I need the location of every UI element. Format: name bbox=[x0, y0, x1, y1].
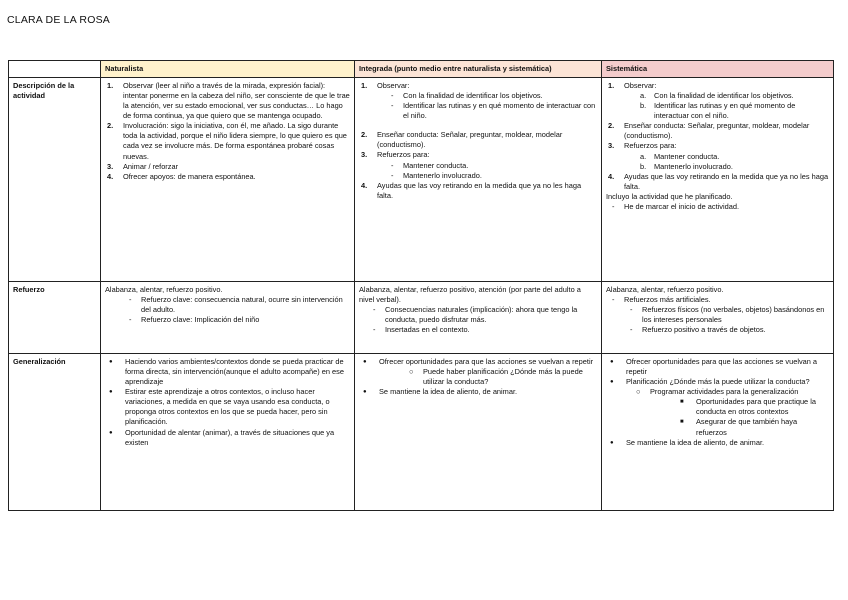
refuerzo-intro: Alabanza, alentar, refuerzo positivo, atención (por parte del adulto a nivel verbal). bbox=[359, 285, 581, 305]
list-item: - Refuerzos físicos (no verbales, objetos) basándonos en los intereses personales bbox=[624, 305, 829, 325]
row-generalizacion bbox=[9, 354, 834, 511]
row-label-generalizacion: Generalización bbox=[9, 354, 101, 511]
list-item: 1. Observar (leer al niño a través de la mirada, expresión facial): intentar ponerme en la cabeza del niño, ser consciente de que le trae la atención, ver su estado emocional, ver sus conductas… Lo hago de forma continua, ya que quiero que se mantenga ocupado. bbox=[107, 81, 350, 121]
list-item: - Refuerzo positivo a través de objetos. bbox=[624, 325, 829, 335]
list-item: ● Se mantiene la idea de aliento, de animar. bbox=[606, 438, 829, 448]
list-item: 1. Observar: - Con la finalidad de identificar los objetivos. - Identificar las rutinas y en qué momento de interactuar con el niño. bbox=[359, 81, 597, 130]
row-descripcion bbox=[9, 78, 834, 282]
cell-refuerzo-sistematica bbox=[602, 282, 834, 354]
list-item: - Con la finalidad de identificar los objetivos. bbox=[385, 91, 597, 101]
list-item: 2. Involucración: sigo la iniciativa, con él, me añado. La sigo durante toda la actividad, porque el niño lidera siempre, lo que quiero es que cada vez se involucre más. De forma espontánea probaré cosas nuevas. bbox=[107, 121, 347, 161]
cell-refuerzo-integrada bbox=[355, 282, 602, 354]
list-item: 2. Enseñar conducta: Señalar, preguntar, moldear, modelar (conductismo). bbox=[608, 121, 810, 141]
list-item: ● Oportunidad de alentar (animar), a través de situaciones que ya existen bbox=[105, 428, 350, 448]
list-item: ● Se mantiene la idea de aliento, de animar. bbox=[359, 387, 597, 397]
cell-generalizacion-integrada bbox=[355, 354, 602, 511]
row-refuerzo bbox=[9, 282, 834, 354]
list-item: 1. Observar: a. Con la finalidad de identificar los objetivos. b. Identificar las rutinas y en qué momento de interactuar con el niño. bbox=[606, 81, 829, 121]
list-item: b. Mantenerlo involucrado. bbox=[640, 161, 733, 171]
list-item: - Refuerzos más artificiales. - Refuerzos físicos (no verbales, objetos) basándonos en los intereses personales - Refuerzo positivo a través de objetos. bbox=[606, 295, 829, 335]
list-item: a. Mantener conducta. bbox=[640, 151, 720, 161]
cell-generalizacion-naturalista bbox=[101, 354, 355, 511]
list-item: ○ Puede haber planificación ¿Dónde más la puede utilizar la conducta? bbox=[409, 367, 597, 387]
header-integrada: Integrada (punto medio entre naturalista y sistemática) bbox=[355, 61, 602, 78]
list-item: a. Con la finalidad de identificar los objetivos. bbox=[640, 91, 794, 101]
list-item: - Consecuencias naturales (implicación): ahora que tengo la conducta, puedo disfrutar más. bbox=[367, 305, 597, 325]
list-item: - Mantenerlo involucrado. bbox=[385, 171, 597, 181]
list-item: 4. Ayudas que las voy retirando en la medida que ya no les haga falta. bbox=[608, 171, 829, 191]
list-item: 3. Refuerzos para: - Mantener conducta. - Mantenerlo involucrado. bbox=[359, 150, 597, 180]
list-item: - Refuerzo clave: consecuencia natural, ocurre sin intervención del adulto. bbox=[123, 295, 350, 315]
cell-descripcion-integrada bbox=[355, 78, 602, 282]
list-item: 3. Animar / reforzar bbox=[107, 161, 179, 171]
refuerzo-intro: Alabanza, alentar, refuerzo positivo. bbox=[105, 285, 223, 295]
list-item: ● Estirar este aprendizaje a otros contextos, o incluso hacer variaciones, a medida en que se vaya usando esa conducta, o proponga otros contextos en los que se pueda hacer, pero sin planificación. bbox=[105, 387, 350, 427]
cell-refuerzo-naturalista bbox=[101, 282, 355, 354]
row-label-descripcion: Descripción de la actividad bbox=[9, 78, 101, 282]
list-item: - Insertadas en el contexto. bbox=[367, 325, 597, 335]
list-item: - Mantener conducta. bbox=[385, 161, 597, 171]
list-item: ● Ofrecer oportunidades para que las acciones se vuelvan a repetir bbox=[606, 357, 829, 377]
document-title: CLARA DE LA ROSA bbox=[7, 14, 110, 26]
list-item: ■ Asegurar de que también haya refuerzos bbox=[680, 417, 829, 437]
list-item: - Identificar las rutinas y en qué momento de interactuar con el niño. bbox=[385, 101, 597, 121]
list-item: - Refuerzo clave: Implicación del niño bbox=[123, 315, 350, 325]
list-item: ■ Oportunidades para que practique la conducta en otros contextos bbox=[680, 397, 829, 417]
cell-generalizacion-sistematica bbox=[602, 354, 834, 511]
list-item: 3. Refuerzos para: a. Mantener conducta. b. Mantenerlo involucrado. bbox=[606, 141, 829, 171]
list-item: ● Planificación ¿Dónde más la puede utilizar la conducta? ○ Programar actividades para la generalización ■ Oportunidades para que practique la conducta en otros contextos ■ Asegurar de que también haya refuerzos bbox=[606, 377, 829, 437]
header-naturalista: Naturalista bbox=[101, 61, 355, 78]
list-item: - He de marcar el inicio de actividad. bbox=[606, 202, 829, 212]
cell-descripcion-naturalista bbox=[101, 78, 355, 282]
header-empty bbox=[9, 61, 101, 78]
comparison-table bbox=[8, 60, 834, 511]
list-item: 4. Ofrecer apoyos: de manera espontánea. bbox=[107, 171, 256, 181]
row-label-refuerzo: Refuerzo bbox=[9, 282, 101, 354]
list-item: b. Identificar las rutinas y en qué momento de interactuar con el niño. bbox=[640, 101, 796, 121]
list-item: ● Ofrecer oportunidades para que las acciones se vuelvan a repetir ○ Puede haber planificación ¿Dónde más la puede utilizar la conducta? bbox=[359, 357, 597, 387]
cell-descripcion-sistematica bbox=[602, 78, 834, 282]
incluyo-text: Incluyo la actividad que he planificado. bbox=[606, 191, 733, 201]
list-item: ● Haciendo varios ambientes/contextos donde se pueda practicar de forma directa, sin intervención(aunque el adulto acompañe) en ese aprendizaje bbox=[105, 357, 350, 387]
header-sistematica: Sistemática bbox=[602, 61, 834, 78]
list-item: 4. Ayudas que las voy retirando en la medida que ya no les haga falta. bbox=[361, 180, 582, 200]
list-item: 2. Enseñar conducta: Señalar, preguntar, moldear, modelar (conductismo). bbox=[361, 130, 563, 150]
refuerzo-intro: Alabanza, alentar, refuerzo positivo. bbox=[606, 285, 724, 295]
header-row bbox=[9, 61, 834, 78]
list-item: ○ Programar actividades para la generalización ■ Oportunidades para que practique la conducta en otros contextos ■ Asegurar de que también haya refuerzos bbox=[636, 387, 829, 437]
